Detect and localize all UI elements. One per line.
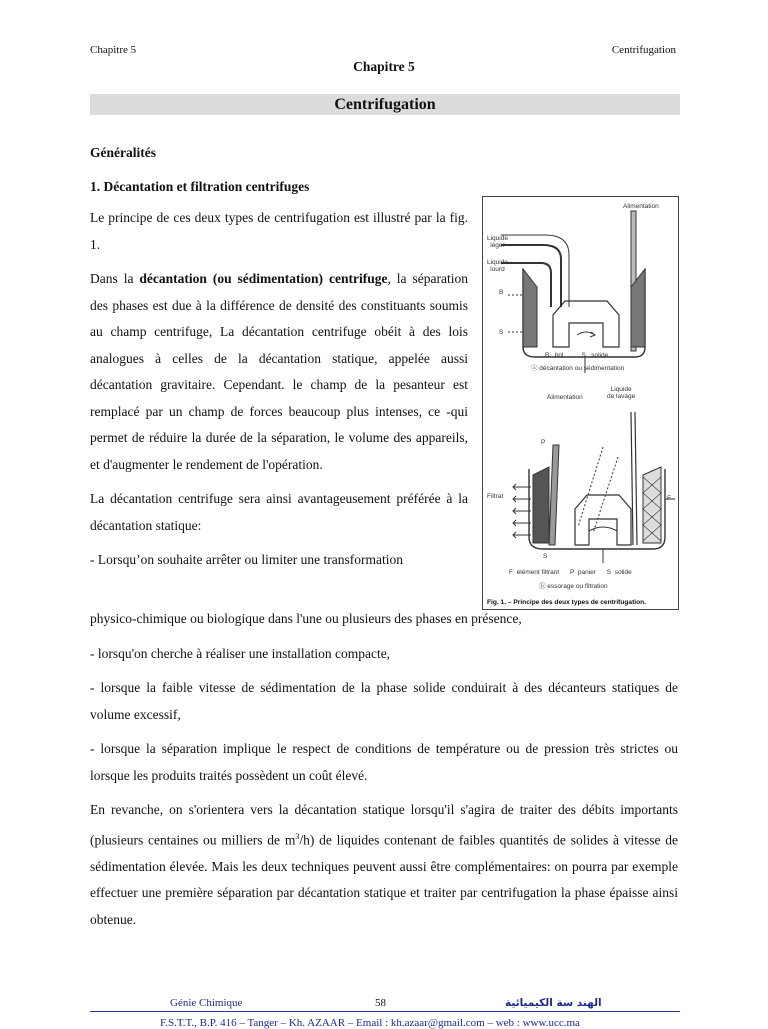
label-liquide-lavage: Liquide de lavage bbox=[607, 386, 636, 400]
closing-text: /h) de liquides contenant de faibles quantités de solides à vitesse de sédimentation élevée. Mais les deux techniques peuvent aussi être complémentaires: on pourra par exemple effectuer une première séparation par décantation statique et traiter par centrifugation la phase épaisse ainsi obtenue. bbox=[90, 832, 678, 927]
filter-solid-right-b bbox=[643, 467, 661, 543]
legend-a: B bol S solide bbox=[545, 352, 609, 359]
label-liquide-lourd: Liquide lourd bbox=[487, 259, 508, 273]
paragraph-text: - Lorsqu’on souhaite arrêter ou limiter une transformation bbox=[90, 552, 404, 567]
left-column-text bbox=[90, 205, 468, 582]
full-width-text bbox=[90, 606, 678, 941]
solid-left-a bbox=[523, 269, 537, 347]
feed-tube-b bbox=[549, 445, 559, 545]
paragraph-text: Dans la bbox=[90, 271, 140, 286]
chapter-title: Chapitre 5 bbox=[353, 59, 415, 74]
bullet-item: - lorsque la séparation implique le respect de conditions de température ou de pression très strictes ou lorsque les produits traités possèdent un coût élevé. bbox=[90, 741, 678, 783]
page-number: 58 bbox=[375, 997, 386, 1009]
footer-address: F.S.T.T., B.P. 416 – Tanger – Kh. AZAAR – Email : kh.azaar@gmail.com – web : www.ucc.ma bbox=[160, 1017, 580, 1029]
bullet-item: - lorsque la faible vitesse de sédimentation de la phase solide conduirait à des décanteurs statiques de volume excessif, bbox=[90, 680, 678, 722]
label-s-b: S bbox=[543, 553, 548, 560]
label-b: B bbox=[499, 289, 504, 296]
caption-b: ⓑ essorage ou filtration bbox=[539, 583, 608, 590]
figure-drawing bbox=[483, 197, 678, 609]
running-header-left: Chapitre 5 bbox=[90, 44, 137, 56]
paragraph-text: , la séparation des phases est due à la différence de densité des constituants soumis au champ centrifuge, La décantation centrifuge obéit à des lois analogues à celles de la décantation statique, appelée aussi décantation gravitaire. Cependant. le champ de la pesanteur est remplacé par un champ de forces beaucoup plus intenses, ce -qui permet de réduire la durée de la séparation, le volume des appareils, et d'augmenter le rendement de l'opération. bbox=[90, 271, 468, 472]
figure bbox=[482, 196, 679, 610]
bullet-item: - lorsqu'on cherche à réaliser une installation compacte, bbox=[90, 645, 391, 661]
label-liquide-leger: Liquide léger bbox=[487, 235, 508, 249]
filtrate-arrows bbox=[513, 484, 531, 538]
footer-rule bbox=[90, 1011, 680, 1012]
paragraph-text: Le principe de ces deux types de centrifugation est illustré par la fig. 1. bbox=[90, 210, 468, 252]
rotation-arrow-b bbox=[589, 527, 617, 531]
superscript: 3 bbox=[295, 831, 300, 841]
caption-a: ⓐ décantation ou sédimentation bbox=[531, 365, 625, 372]
closing-paragraph bbox=[90, 797, 678, 933]
label-p: P bbox=[541, 439, 546, 446]
label-s-a: S bbox=[499, 329, 504, 336]
label-filtrat: Filtrat bbox=[487, 493, 504, 500]
running-header-right: Centrifugation bbox=[611, 44, 676, 56]
paragraph bbox=[90, 205, 468, 258]
filter-solid-left-b bbox=[533, 467, 549, 543]
subsection-heading: 1. Décantation et filtration centrifuges bbox=[90, 179, 310, 194]
page-title: Centrifugation bbox=[90, 94, 680, 115]
closing-text: En revanche, on s'orientera vers la décantation statique lorsqu'il s'agira de traiter des débits importants (plusieurs centaines ou milliers de m bbox=[90, 802, 678, 847]
paragraph-text: La décantation centrifuge sera ainsi avantageusement préférée à la décantation statique: bbox=[90, 491, 468, 533]
bowl-outline-a bbox=[523, 269, 645, 357]
hub-b bbox=[575, 495, 631, 545]
legend-b: F élément filtrant P panier S solide bbox=[509, 569, 632, 576]
label-f: F bbox=[667, 495, 671, 502]
footer-department: Génie Chimique bbox=[170, 997, 243, 1009]
paragraph bbox=[90, 486, 468, 539]
footer-arabic-title: الهند سة الكيميائية bbox=[505, 997, 602, 1009]
figure-caption: Fig. 1. – Principe des deux types de centrifugation. bbox=[487, 599, 647, 606]
hub-a bbox=[553, 301, 619, 347]
continuation-line: physico-chimique ou biologique dans l'une ou plusieurs des phases en présence, bbox=[90, 611, 522, 626]
section-heading: Généralités bbox=[90, 145, 156, 160]
paragraph bbox=[90, 266, 468, 478]
label-alimentation-a: Alimentation bbox=[623, 203, 659, 210]
label-alimentation-b: Alimentation bbox=[547, 394, 583, 401]
paragraph bbox=[90, 547, 468, 574]
paragraph-bold: décantation (ou sédimentation) centrifuge bbox=[139, 271, 388, 286]
